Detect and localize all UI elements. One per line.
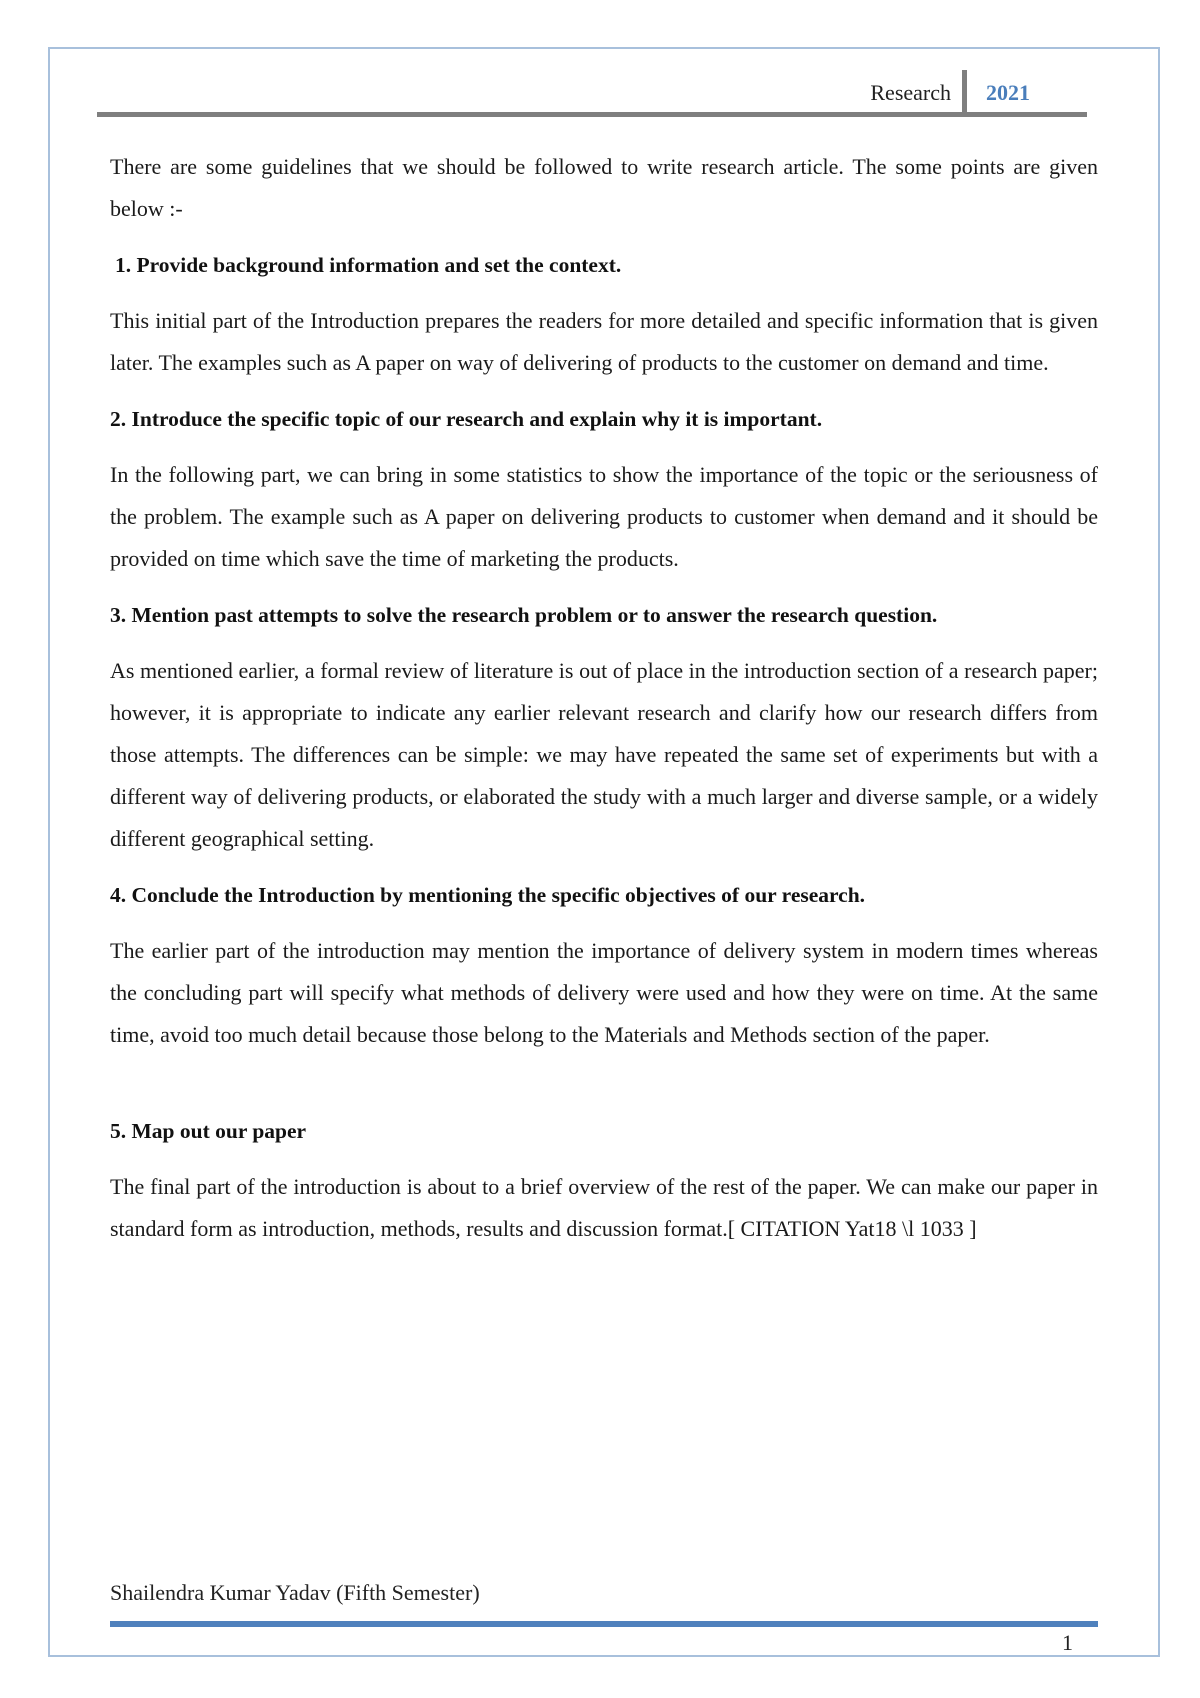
section-body-5: The final part of the introduction is about to a brief overview of the rest of the paper. We can make our paper in standard form as introduction, methods, results and discussion format.[ CITATION Yat18 \l 1033 ]: [110, 1174, 1098, 1241]
page-number: 1: [1062, 1630, 1073, 1655]
section-body-2: In the following part, we can bring in some statistics to show the importance of the topic or the seriousness of the problem. The example such as A paper on delivering products to customer when demand and it should be provided on time which save the time of marketing the products.: [110, 462, 1098, 571]
section-heading-1: 1. Provide background information and set the context.: [115, 253, 622, 277]
blank-line: [110, 1076, 1098, 1116]
header-separator: [962, 70, 967, 112]
section-heading-3: 3. Mention past attempts to solve the research problem or to answer the research question.: [110, 603, 938, 627]
header-rule: [97, 112, 1087, 117]
header-year: 2021: [986, 80, 1030, 105]
document-body: [110, 146, 1098, 1270]
section-heading-2: 2. Introduce the specific topic of our research and explain why it is important.: [110, 407, 823, 431]
header-title: Research: [870, 80, 951, 105]
intro-paragraph: There are some guidelines that we should be followed to write research article. The some points are given below :-: [110, 154, 1098, 221]
section-heading-4: 4. Conclude the Introduction by mentioning the specific objectives of our research.: [110, 883, 866, 907]
section-body-4: The earlier part of the introduction may mention the importance of delivery system in modern times whereas the concluding part will specify what methods of delivery were used and how they were on time. At the same time, avoid too much detail because those belong to the Materials and Methods section of the paper.: [110, 938, 1098, 1047]
page-header: [97, 68, 1087, 116]
section-body-1: This initial part of the Introduction prepares the readers for more detailed and specific information that is given later. The examples such as A paper on way of delivering of products to the customer on demand and time.: [110, 308, 1098, 375]
section-heading-5: 5. Map out our paper: [110, 1119, 307, 1143]
footer-rule: [110, 1621, 1098, 1627]
section-body-3: As mentioned earlier, a formal review of literature is out of place in the introduction section of a research paper; however, it is appropriate to indicate any earlier relevant research and clarify how our research differs from those attempts. The differences can be simple: we may have repeated the same set of experiments but with a different way of delivering products, or elaborated the study with a much larger and diverse sample, or a widely different geographical setting.: [110, 658, 1098, 851]
footer-author: Shailendra Kumar Yadav (Fifth Semester): [110, 1580, 480, 1605]
